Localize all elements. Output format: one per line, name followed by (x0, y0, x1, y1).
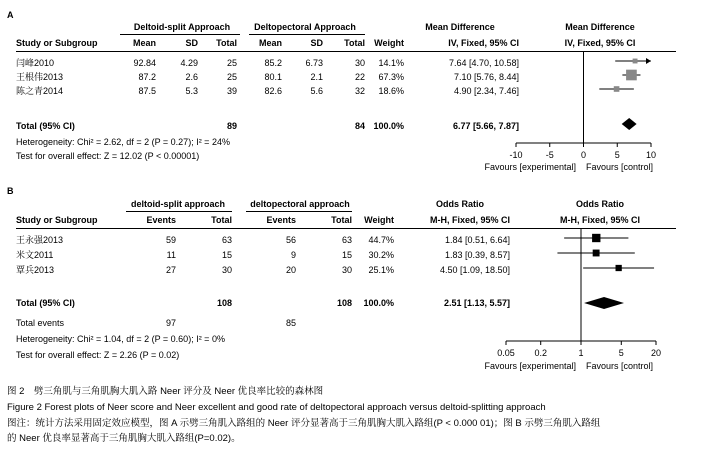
panel-b-row2-events2: 9 (290, 250, 296, 260)
panel-a-row1-n1: 25 (226, 58, 237, 68)
panel-b-total-n1: 108 (216, 298, 232, 308)
panel-b-col-method: M-H, Fixed, 95% CI (429, 215, 510, 225)
panel-a-row1-study: 闫峰2010 (16, 58, 55, 68)
panel-b-plot-header: Odds Ratio (575, 199, 624, 209)
panel-b-col-weight: Weight (364, 215, 394, 225)
panel-b-row1-n2: 63 (341, 235, 352, 245)
panel-b-heterogeneity: Heterogeneity: Chi² = 1.04, df = 2 (P = 0.60); I² = 0% (16, 334, 225, 344)
panel-a-row2-ci: 7.10 [5.76, 8.44] (453, 72, 519, 82)
panel-a-row1-sd2: 6.73 (305, 58, 323, 68)
panel-b-row3-study: 覃兵2013 (16, 265, 55, 275)
panel-b-tick-label: 5 (618, 348, 624, 358)
panel-b-effect-header: Odds Ratio (435, 199, 484, 209)
caption-cn-title: 图 2 劈三角肌与三角肌胸大肌入路 Neer 评分及 Neer 优良率比较的森林图 (7, 386, 324, 397)
panel-a-row1-ci: 7.64 [4.70, 10.58] (448, 58, 519, 68)
panel-a-row3-n2: 32 (354, 86, 365, 96)
panel-b-row3-events2: 20 (285, 265, 296, 275)
panel-b-row1-n1: 63 (221, 235, 232, 245)
panel-a-tick-label: 0 (580, 150, 586, 160)
panel-b-row2-weight: 30.2% (368, 250, 394, 260)
panel-a-row3-weight: 18.6% (378, 86, 404, 96)
panel-a-col-total2: Total (344, 38, 365, 48)
panel-b-tick-label: 0.2 (534, 348, 547, 358)
panel-a-total-ci: 6.77 [5.66, 7.87] (452, 121, 519, 131)
panel-a-total-n1: 89 (226, 121, 237, 131)
caption-note-line1: 图注：统计方法采用固定效应模型，图 A 示劈三角肌入路组的 Neer 评分显著高于三角肌胸大肌入路组(P < 0.000 01)；图 B 示劈三角肌入路组 (7, 418, 601, 429)
panel-a-row3-sd2: 5.6 (310, 86, 323, 96)
panel-b-favours-left: Favours [experimental] (484, 361, 576, 371)
panel-a-row1-sd1: 4.29 (180, 58, 198, 68)
panel-a-col-weight: Weight (374, 38, 404, 48)
panel-a-row1-mean1: 92.84 (133, 58, 156, 68)
panel-b-row2-n2: 15 (341, 250, 352, 260)
panel-b-row2-ci: 1.83 [0.39, 8.57] (444, 250, 510, 260)
panel-b-row3-weight: 25.1% (368, 265, 394, 275)
panel-b-row3-n1: 30 (221, 265, 232, 275)
panel-a-row2-n2: 22 (354, 72, 365, 82)
panel-a-row3-ci: 4.90 [2.34, 7.46] (453, 86, 519, 96)
panel-b-total-n2: 108 (336, 298, 352, 308)
panel-b-total-ci: 2.51 [1.13, 5.57] (443, 298, 510, 308)
panel-a-row2-mean1: 87.2 (138, 72, 156, 82)
panel-a-total-n2: 84 (354, 121, 365, 131)
panel-a-col-sd2: SD (310, 38, 323, 48)
panel-b-group1-header: deltoid-split approach (130, 199, 225, 209)
panel-a-plot-method: IV, Fixed, 95% CI (564, 38, 636, 48)
panel-a-row1-weight: 14.1% (378, 58, 404, 68)
panel-a-row3-mean1: 87.5 (138, 86, 156, 96)
panel-a-row2-mean2: 80.1 (264, 72, 282, 82)
panel-b-favours-right: Favours [control] (586, 361, 654, 371)
panel-b-tick-label: 0.05 (497, 348, 515, 358)
panel-b-total-events1: 97 (165, 318, 176, 328)
panel-a-row2-sd1: 2.6 (185, 72, 198, 82)
panel-a-favours-left: Favours [experimental] (484, 162, 576, 172)
panel-b-group2-header: deltopectoral approach (250, 199, 350, 209)
panel-a-tick-label: 5 (614, 150, 620, 160)
panel-b-row3-events1: 27 (165, 265, 176, 275)
panel-a-col-method: IV, Fixed, 95% CI (448, 38, 519, 48)
panel-b-plot-method: M-H, Fixed, 95% CI (559, 215, 640, 225)
panel-a-group1-header: Deltoid-split Approach (133, 22, 231, 32)
panel-a-row3-n1: 39 (226, 86, 237, 96)
panel-b-tick-label: 1 (578, 348, 584, 358)
panel-b-total-weight: 100.0% (363, 298, 394, 308)
panel-b-total-events-label: Total events (16, 318, 65, 328)
panel-b-row1-study: 王永强2013 (16, 235, 64, 245)
panel-a-total-weight: 100.0% (373, 121, 404, 131)
panel-a-row1-mean2: 85.2 (264, 58, 282, 68)
panel-b-col-total1: Total (211, 215, 232, 225)
panel-a-col-mean2: Mean (258, 38, 282, 48)
panel-b-total-events2: 85 (285, 318, 296, 328)
panel-b-row3-ci: 4.50 [1.09, 18.50] (439, 265, 510, 275)
pooled-diamond (584, 297, 624, 309)
panel-b-row2-study: 米文2011 (16, 250, 54, 260)
panel-a-col-mean1: Mean (132, 38, 156, 48)
panel-b-row1-events2: 56 (285, 235, 296, 245)
panel-a-row2-study: 王根伟2013 (16, 72, 64, 82)
panel-b-col-study: Study or Subgroup (16, 215, 98, 225)
panel-b-tick-label: 20 (650, 348, 661, 358)
panel-b-col-total2: Total (331, 215, 352, 225)
study-weight-box (592, 234, 600, 242)
panel-a-overall-effect: Test for overall effect: Z = 12.02 (P < 0.00001) (16, 151, 200, 161)
panel-b-row1-events1: 59 (165, 235, 176, 245)
panel-b-row1-weight: 44.7% (368, 235, 394, 245)
panel-a-effect-header: Mean Difference (425, 22, 495, 32)
panel-a-tick-label: -5 (545, 150, 554, 160)
panel-a-row2-n1: 25 (226, 72, 237, 82)
panel-a-col-sd1: SD (185, 38, 198, 48)
panel-b-row2-n1: 15 (221, 250, 232, 260)
panel-a-col-total1: Total (216, 38, 237, 48)
panel-b-label: B (7, 186, 14, 196)
panel-b-total-label: Total (95% CI) (16, 298, 75, 308)
panel-a-row2-sd2: 2.1 (310, 72, 323, 82)
panel-a-heterogeneity: Heterogeneity: Chi² = 2.62, df = 2 (P = 0.27); I² = 24% (16, 137, 230, 147)
study-weight-box (593, 250, 600, 257)
panel-b-row1-ci: 1.84 [0.51, 6.64] (444, 235, 510, 245)
panel-a-label: A (7, 10, 14, 20)
caption-en-title: Figure 2 Forest plots of Neer score and Neer excellent and good rate of deltopectoral approach versus deltoid-splitting approach (7, 402, 546, 413)
panel-b-overall-effect: Test for overall effect: Z = 2.26 (P = 0.02) (16, 350, 180, 360)
panel-a-row3-mean2: 82.6 (264, 86, 282, 96)
panel-b-row2-events1: 11 (166, 250, 176, 260)
panel-a-total-label: Total (95% CI) (16, 121, 75, 131)
caption-note-line2: 的 Neer 优良率显著高于三角肌胸大肌入路组(P=0.02)。 (7, 433, 241, 444)
panel-a-row1-n2: 30 (354, 58, 365, 68)
panel-b-col-events2: Events (266, 215, 296, 225)
panel-b-row3-n2: 30 (341, 265, 352, 275)
panel-a-tick-label: 10 (645, 150, 656, 160)
panel-a-favours-right: Favours [control] (586, 162, 654, 172)
panel-a-col-study: Study or Subgroup (16, 38, 98, 48)
panel-a-row3-study: 陈之青2014 (16, 86, 64, 96)
panel-a-row3-sd1: 5.3 (185, 86, 198, 96)
panel-a-group2-header: Deltopectoral Approach (254, 22, 356, 32)
panel-a-row2-weight: 67.3% (378, 72, 404, 82)
panel-b-col-events1: Events (146, 215, 176, 225)
study-weight-box (616, 265, 622, 271)
panel-a-tick-label: -10 (509, 150, 523, 160)
panel-a-plot-header: Mean Difference (565, 22, 635, 32)
